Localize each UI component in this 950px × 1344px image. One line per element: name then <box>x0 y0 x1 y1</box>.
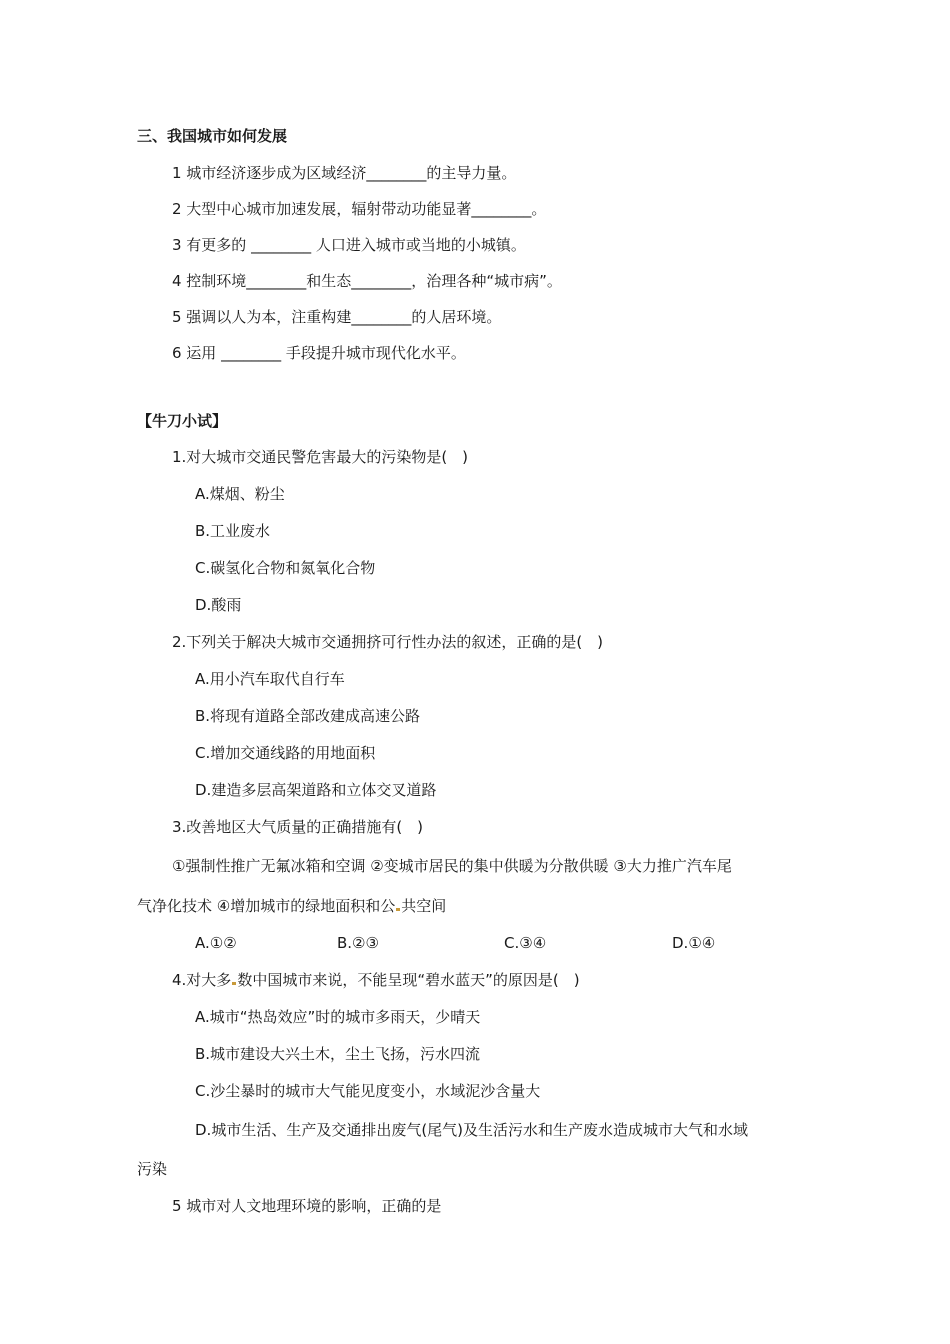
question-5-stem: 5 城市对人文地理环境的影响，正确的是 <box>172 1197 442 1215</box>
question-4-option-a: A.城市“热岛效应”时的城市多雨天，少晴天 <box>195 1008 481 1026</box>
fill-item-6: 6 运用 ________ 手段提升城市现代化水平。 <box>172 344 466 362</box>
question-2-stem: 2.下列关于解决大城市交通拥挤可行性办法的叙述，正确的是( ) <box>172 633 604 651</box>
question-4-option-d: D.城市生活、生产及交通排出废气(尾气)及生活污水和生产废水造成城市大气和水域 <box>195 1121 749 1139</box>
fill-item-2: 2 大型中心城市加速发展，辐射带动功能显著________。 <box>172 200 547 218</box>
question-2-option-d: D.建造多层高架道路和立体交叉道路 <box>195 781 437 799</box>
fill-item-5: 5 强调以人为本，注重构建________的人居环境。 <box>172 308 502 326</box>
question-1-option-d: D.酸雨 <box>195 596 242 614</box>
fill-item-1: 1 城市经济逐步成为区域经济________的主导力量。 <box>172 164 517 182</box>
question-1-option-a: A.煤烟、粉尘 <box>195 485 285 503</box>
question-4-stem: 4.对大多 数中国城市来说，不能呈现“碧水蓝天”的原因是( ) <box>172 971 580 989</box>
question-3-option-b: B.②③ <box>337 934 379 952</box>
question-2-option-c: C.增加交通线路的用地面积 <box>195 744 376 762</box>
question-3-stem: 3.改善地区大气质量的正确措施有( ) <box>172 818 424 836</box>
question-2-option-a: A.用小汽车取代自行车 <box>195 670 345 688</box>
question-3-statements-line2: 气净化技术 ④增加城市的绿地面积和公 共空间 <box>137 897 447 915</box>
question-4-option-c: C.沙尘暴时的城市大气能见度变小，水域泥沙含量大 <box>195 1082 541 1100</box>
question-4-option-b: B.城市建设大兴土木，尘土飞扬，污水四流 <box>195 1045 481 1063</box>
fill-item-3: 3 有更多的 ________ 人口进入城市或当地的小城镇。 <box>172 236 526 254</box>
question-1-option-b: B.工业废水 <box>195 522 271 540</box>
question-2-option-b: B.将现有道路全部改建成高速公路 <box>195 707 421 725</box>
question-3-option-d: D.①④ <box>672 934 716 952</box>
question-4-option-d-continued: 污染 <box>137 1160 168 1178</box>
edit-mark <box>232 982 236 985</box>
question-3-option-c: C.③④ <box>504 934 547 952</box>
question-3-statements-line1: ①强制性推广无氟冰箱和空调 ②变城市居民的集中供暖为分散供暖 ③大力推广汽车尾 <box>172 857 732 875</box>
question-3-option-a: A.①② <box>195 934 237 952</box>
quiz-title: 【牛刀小试】 <box>137 412 228 430</box>
question-1-stem: 1.对大城市交通民警危害最大的污染物是( ) <box>172 448 469 466</box>
question-1-option-c: C.碳氢化合物和氮氧化合物 <box>195 559 376 577</box>
edit-mark <box>396 908 400 911</box>
section-title: 三、我国城市如何发展 <box>137 127 288 145</box>
fill-item-4: 4 控制环境________和生态________，治理各种“城市病”。 <box>172 272 562 290</box>
